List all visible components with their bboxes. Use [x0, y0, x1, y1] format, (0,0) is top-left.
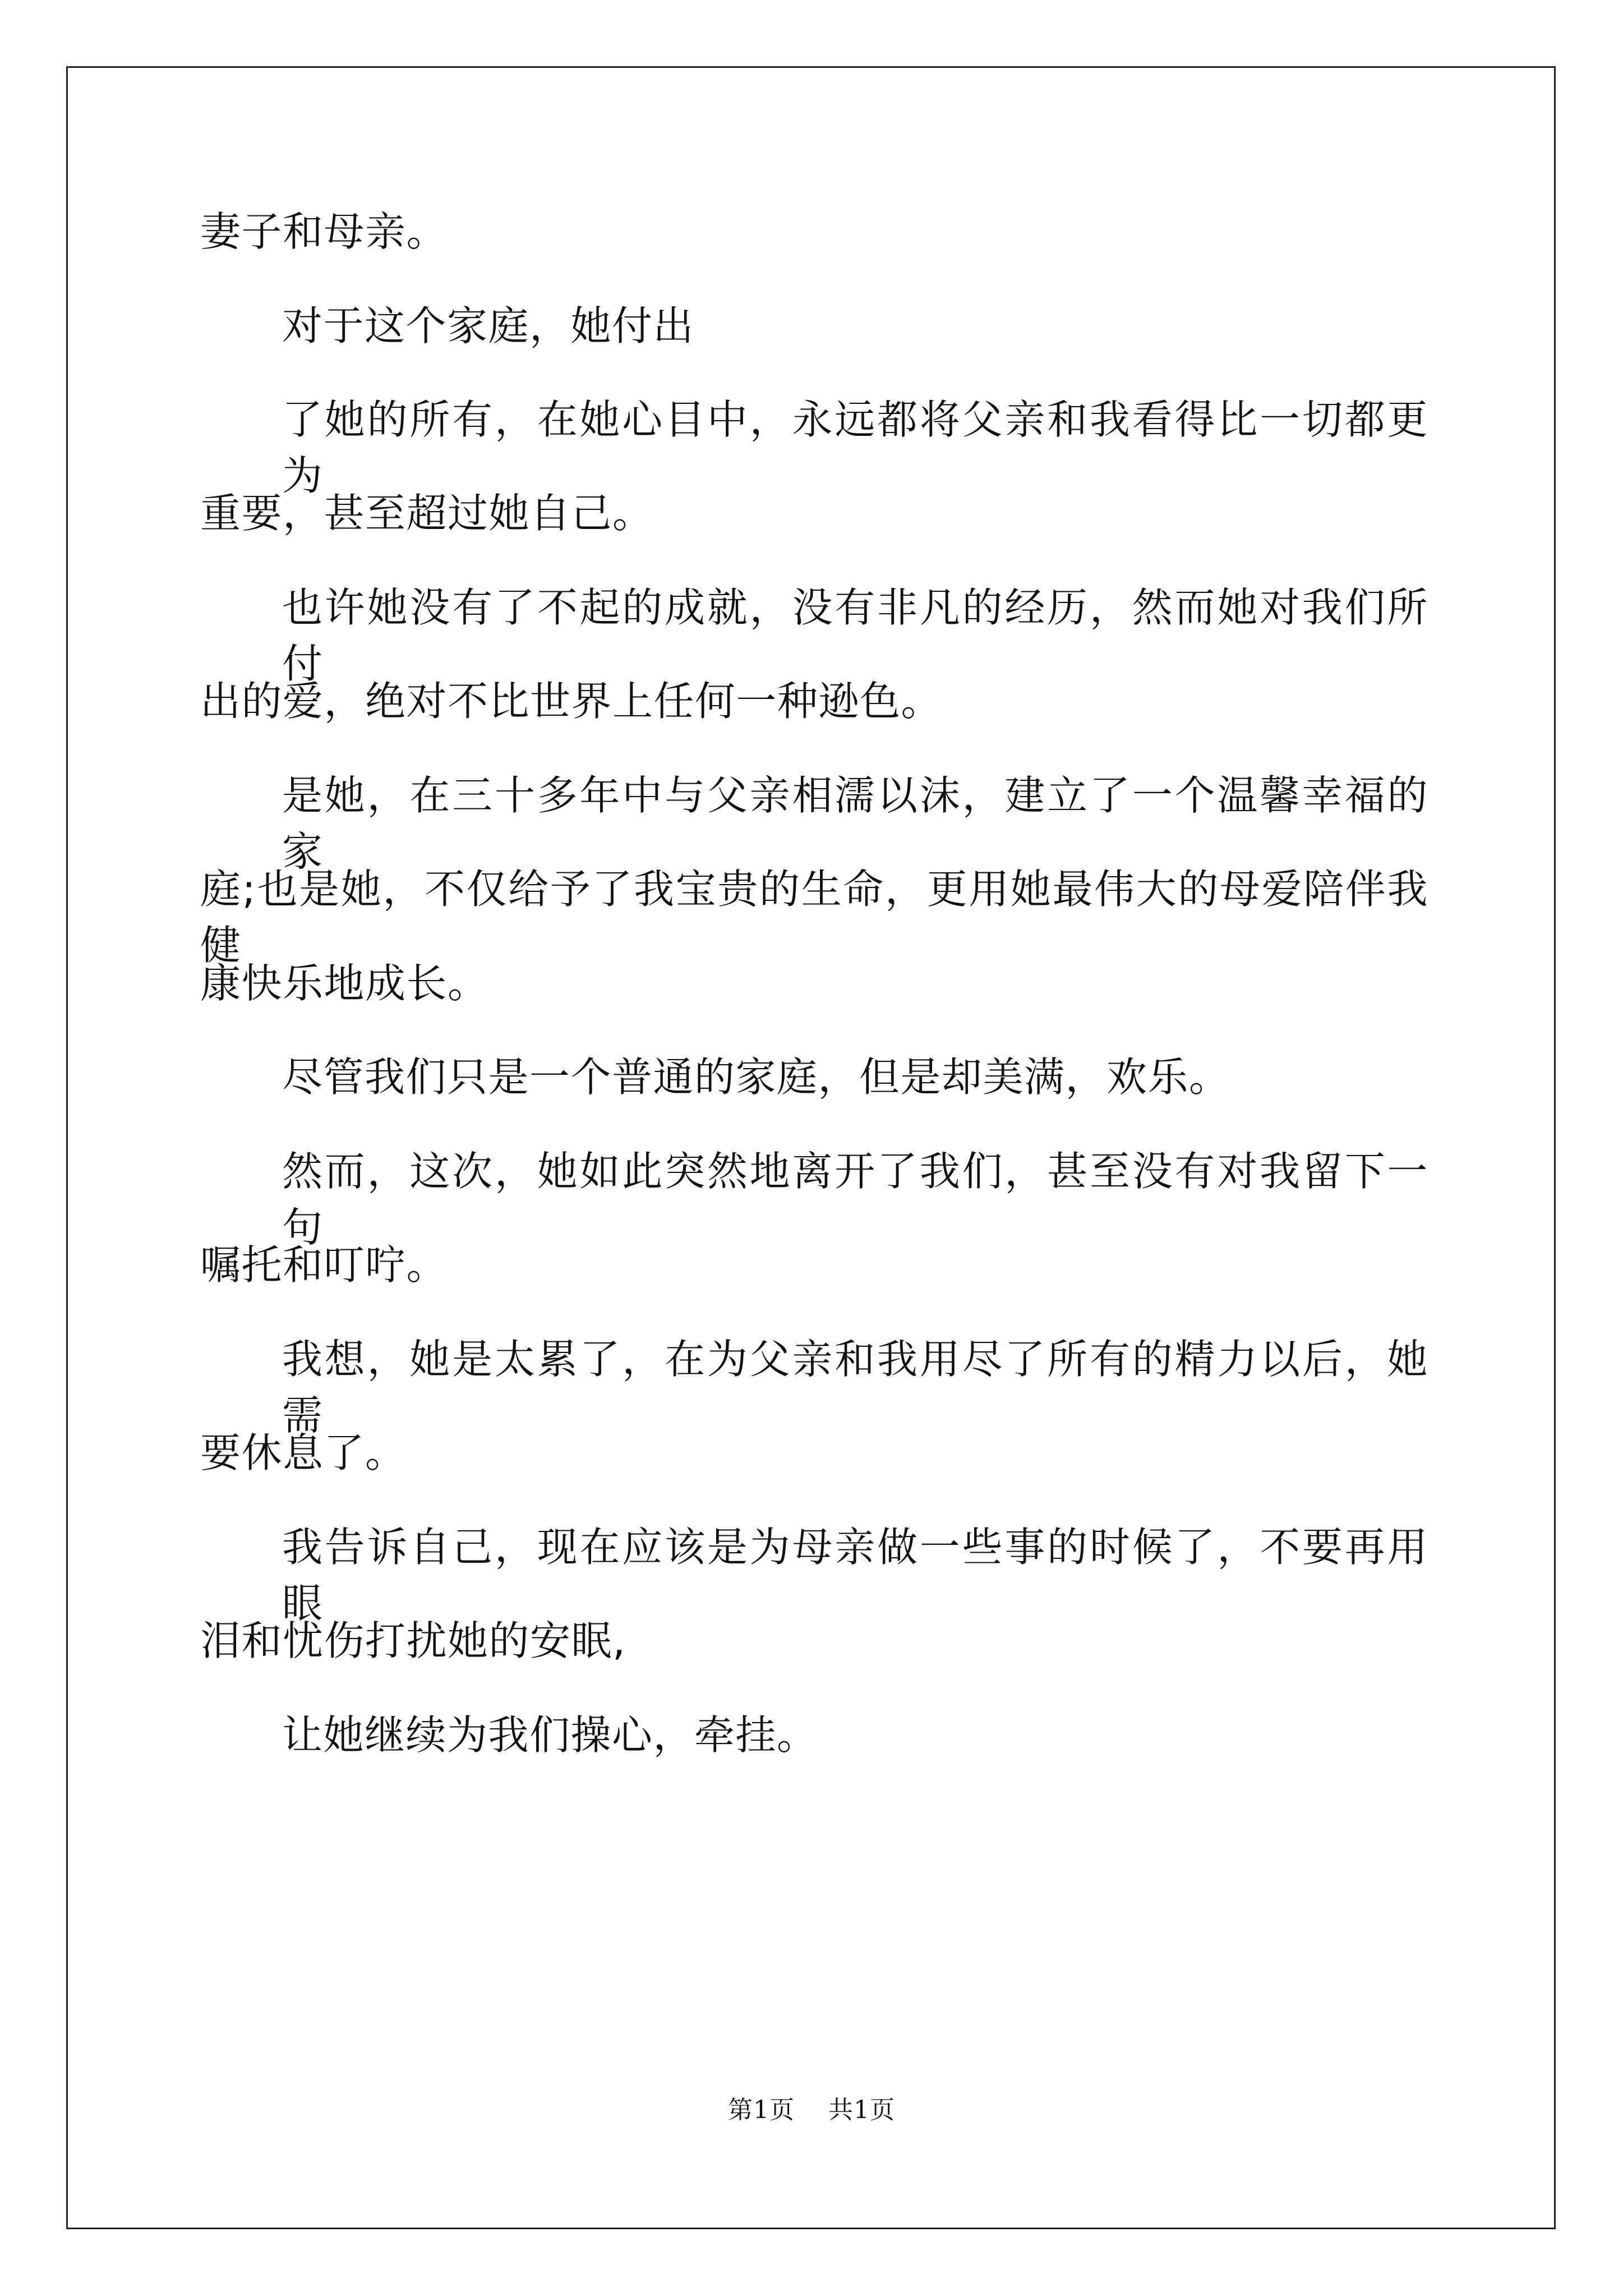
text-line: 了她的所有，在她心目中，永远都将父亲和我看得比一切都更为	[282, 396, 1428, 499]
text-line: 对于这个家庭，她付出	[282, 302, 695, 349]
text-line: 尽管我们只是一个普通的家庭，但是却美满，欢乐。	[282, 1053, 1230, 1101]
text-line: 妻子和母亲。	[200, 208, 448, 255]
text-line: 泪和忧伤打扰她的安眠,	[200, 1617, 626, 1664]
page-number-total: 共1页	[828, 2096, 895, 2124]
text-line: 庭;也是她，不仅给予了我宝贵的生命，更用她最伟大的母爱陪伴我健	[200, 866, 1428, 969]
text-line: 也许她没有了不起的成就，没有非凡的经历，然而她对我们所付	[282, 584, 1428, 687]
text-line: 我告诉自己，现在应该是为母亲做一些事的时候了，不要再用眼	[282, 1524, 1428, 1627]
text-line: 要休息了。	[200, 1429, 407, 1476]
page-number-current: 第1页	[728, 2096, 795, 2124]
text-line: 康快乐地成长。	[200, 960, 489, 1007]
text-line: 我想，她是太累了，在为父亲和我用尽了所有的精力以后，她需	[282, 1336, 1428, 1439]
text-line: 让她继续为我们操心，牵挂。	[282, 1711, 818, 1759]
page-footer	[0, 2090, 1623, 2125]
text-line: 然而，这次，她如此突然地离开了我们，甚至没有对我留下一句	[282, 1148, 1428, 1251]
text-line: 嘱托和叮咛。	[200, 1241, 448, 1289]
text-line: 是她，在三十多年中与父亲相濡以沫，建立了一个温馨幸福的家	[282, 772, 1428, 875]
text-line: 出的爱，绝对不比世界上任何一种逊色。	[200, 678, 943, 725]
text-line: 重要，甚至超过她自己。	[200, 490, 654, 537]
